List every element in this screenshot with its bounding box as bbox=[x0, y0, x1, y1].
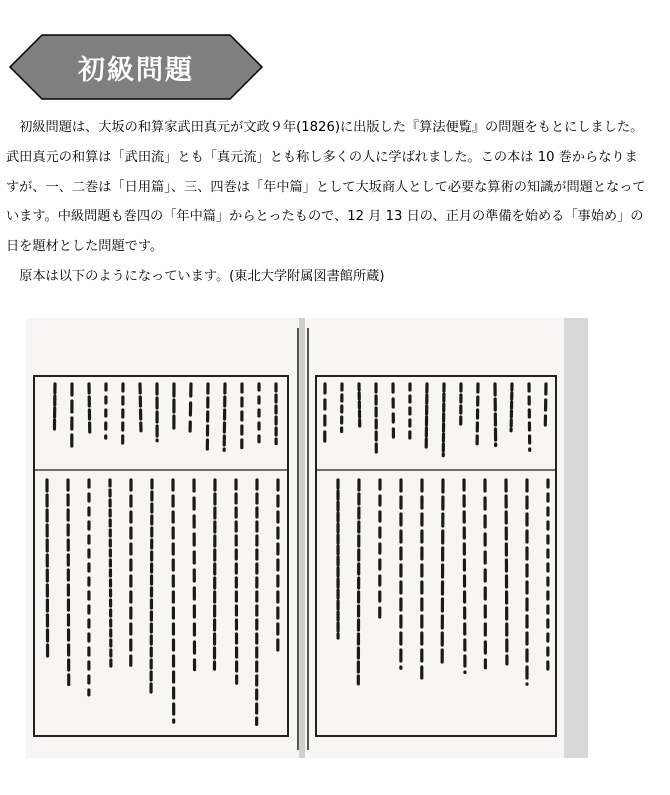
scan-paper bbox=[26, 318, 588, 758]
intro-paragraph: 初級問題は、大坂の和算家武田真元が文政９年(1826)に出版した『算法便覧』の問題をもとにしました。武田真元の和算は「武田流」とも「真元流」とも称し多くの人に学ばれました。この本は 10 巻からなりますが、一、二巻は「日用篇」、三、四巻は「年中篇」として大坂商人として必要な算術の知識が問題となっています。中級問題も巻四の「年中篇」からとったもので、12 月 13 日の、正月の準備を始める「事始め」の日を題材とした問題です。 bbox=[6, 120, 646, 255]
text-column bbox=[506, 480, 507, 664]
text-column bbox=[495, 384, 496, 445]
book-edge bbox=[564, 318, 588, 758]
text-column bbox=[477, 384, 478, 444]
book-scan-image bbox=[26, 318, 588, 758]
text-column bbox=[358, 480, 359, 684]
text-column bbox=[545, 384, 546, 425]
text-column bbox=[54, 384, 55, 429]
text-column bbox=[89, 384, 90, 434]
text-column bbox=[359, 384, 360, 427]
text-column bbox=[140, 384, 141, 431]
heading-banner bbox=[8, 33, 264, 101]
text-column bbox=[443, 384, 444, 456]
text-column bbox=[426, 384, 427, 449]
text-column bbox=[214, 480, 215, 669]
intro-text bbox=[6, 113, 646, 292]
page-title: 初級問題 bbox=[78, 54, 194, 86]
source-note: 原本は以下のようになっています。(東北大学附属図書館所蔵) bbox=[19, 268, 385, 284]
text-column bbox=[207, 384, 208, 451]
text-column bbox=[224, 384, 225, 450]
text-column bbox=[194, 480, 195, 670]
text-column bbox=[236, 480, 237, 683]
text-column bbox=[511, 384, 512, 431]
text-column bbox=[47, 480, 48, 658]
text-column bbox=[190, 384, 191, 431]
original-book-scan bbox=[26, 318, 588, 758]
text-column bbox=[442, 480, 443, 662]
